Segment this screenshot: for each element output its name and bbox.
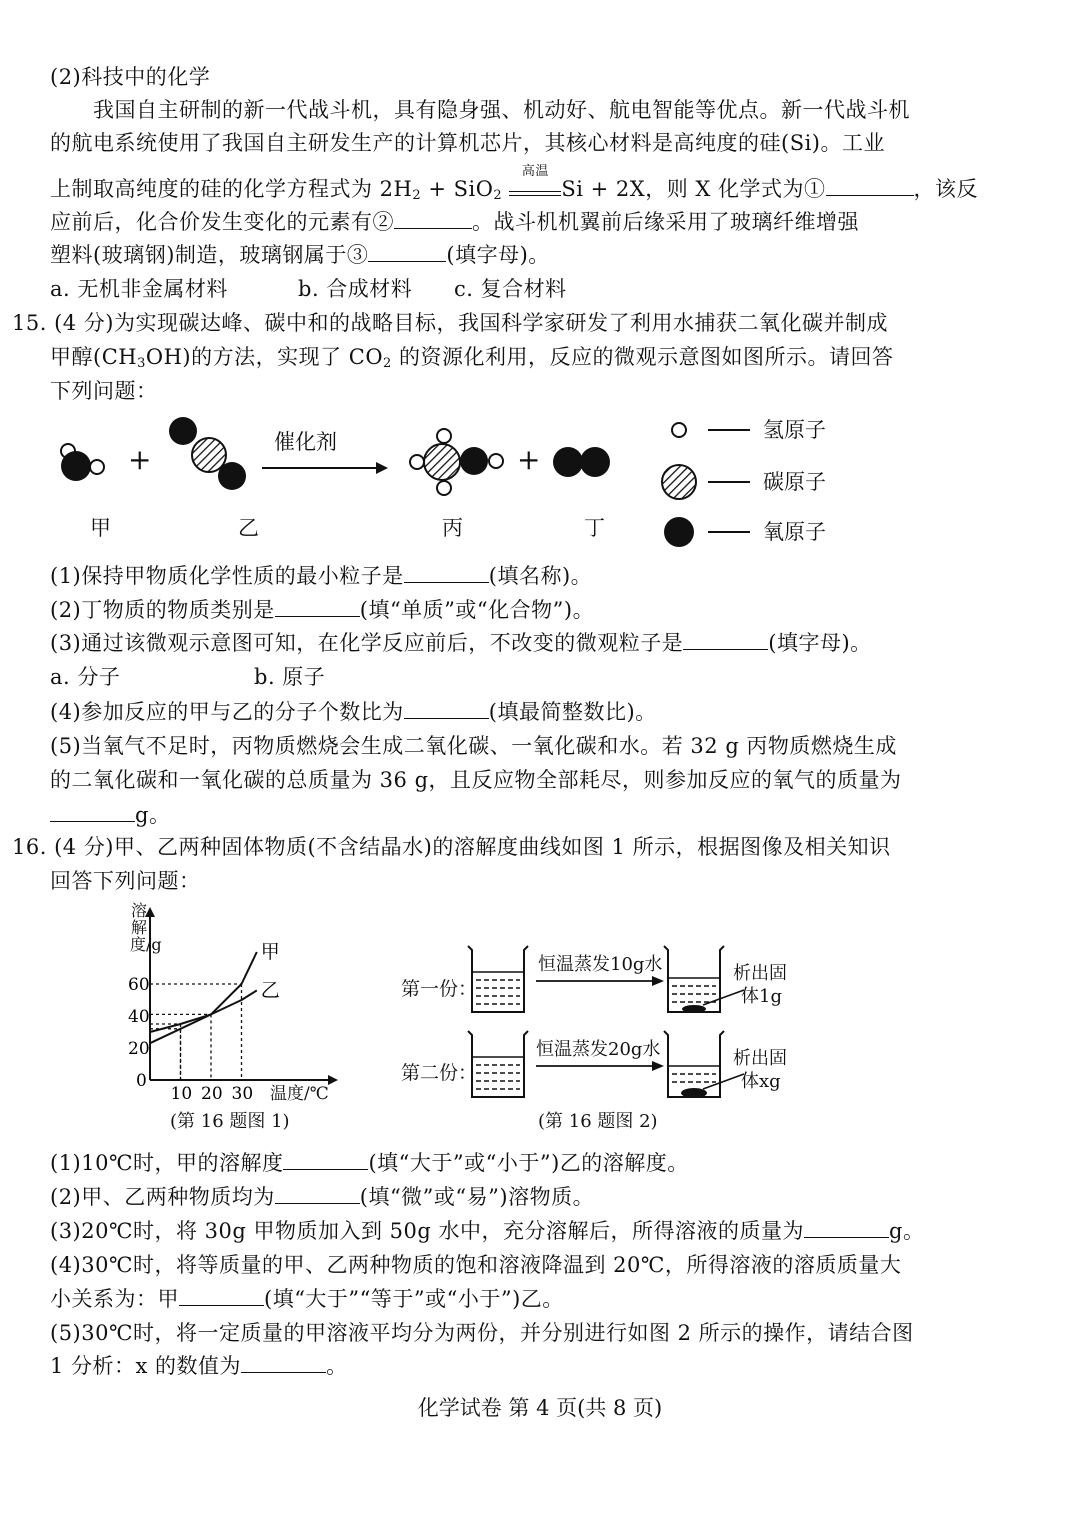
sub-question: (1)10℃时，甲的溶解度 (填“大于”或“小于”)乙的溶解度。: [50, 1151, 689, 1175]
sub-question: (5)30℃时，将一定质量的甲溶液平均分为两份，并分别进行如图 2 所示的操作，请结合图: [50, 1321, 914, 1345]
option-c: c. 复合材料: [454, 277, 567, 301]
series-label: 乙: [260, 979, 280, 1002]
answer-blank[interactable]: [283, 1149, 368, 1170]
option-b: b. 原子: [254, 665, 326, 689]
option-b: b. 合成材料: [298, 277, 413, 301]
plus-sign: +: [128, 443, 152, 476]
question-16-stem: 回答下列问题：: [50, 869, 201, 893]
page-footer: 化学试卷 第 4 页(共 8 页): [417, 1396, 663, 1420]
process-label: 恒温蒸发20g水: [536, 1039, 661, 1060]
origin-label: 0: [136, 1071, 147, 1091]
legend-label: 氧原子: [763, 520, 826, 544]
answer-blank[interactable]: [179, 1285, 264, 1306]
section-heading: (2)科技中的化学: [50, 65, 211, 89]
paragraph-line: 我国自主研制的新一代战斗机，具有隐身强、机动好、航电智能等优点。新一代战斗机: [93, 98, 910, 122]
x-tick-label: 30: [231, 1084, 254, 1104]
option-a: a. 无机非金属材料: [50, 277, 228, 301]
equation-line: 上制取高纯度的硅的化学方程式为 $2H_2 + SiO_2$ 高温 Si + 2X，则 X 化学式为① ，该反: [50, 164, 979, 203]
sub-question: 1 分析：x 的数值为 。: [50, 1354, 348, 1378]
sub-question: (2)丁物质的物质类别是 (填“单质”或“化合物”)。: [50, 598, 595, 622]
reaction-condition: 高温: [509, 179, 561, 196]
sub-question: (2)甲、乙两种物质均为 (填“微”或“易”)溶物质。: [50, 1185, 595, 1209]
answer-blank[interactable]: [241, 1352, 326, 1373]
figure-caption: (第 16 题图 1): [170, 1111, 290, 1132]
result-label: 析出固: [733, 963, 787, 984]
result-label: 体xg: [741, 1071, 781, 1092]
substance-label: 丙: [442, 516, 463, 540]
y-tick-label: 40: [128, 1007, 150, 1027]
legend-label: 氢原子: [763, 418, 826, 442]
sub-question: (3)通过该微观示意图可知，在化学反应前后，不改变的微观粒子是 (填字母)。: [50, 631, 872, 655]
sub-question: 的二氧化碳和一氧化碳的总质量为 36 g，且反应物全部耗尽，则参加反应的氧气的质量为: [50, 768, 902, 792]
answer-blank[interactable]: [804, 1217, 889, 1238]
substance-label: 乙: [238, 516, 259, 540]
process-label: 恒温蒸发10g水: [538, 954, 663, 975]
sub-question: g。: [50, 800, 170, 830]
sub-question: (5)当氧气不足时，丙物质燃烧会生成二氧化碳、一氧化碳和水。若 32 g 丙物质燃烧生成: [50, 734, 897, 758]
sub-question: 小关系为：甲 (填“大于”“等于”或“小于”)乙。: [50, 1287, 564, 1311]
option-a: a. 分子: [50, 665, 121, 689]
series-label: 甲: [260, 941, 280, 963]
substance-label: 丁: [584, 516, 605, 540]
x-tick-label: 10: [170, 1084, 193, 1104]
x-tick-label: 20: [201, 1084, 223, 1104]
plus-sign: +: [517, 443, 541, 476]
portion-label: 第二份：: [401, 1062, 478, 1084]
chart-ylabel: 溶解度/g: [130, 901, 162, 954]
legend-label: 碳原子: [763, 470, 826, 494]
sub-question: (4)参加反应的甲与乙的分子个数比为 (填最简整数比)。: [50, 700, 657, 724]
substance-label: 甲: [90, 516, 111, 540]
paragraph-line: 的航电系统使用了我国自主研发生产的计算机芯片，其核心材料是高纯度的硅(Si)。工业: [50, 131, 885, 155]
precipitate: [681, 1088, 707, 1098]
paragraph-line: 塑料(玻璃钢)制造，玻璃钢属于③ (填字母)。: [50, 243, 550, 267]
portion-label: 第一份：: [401, 978, 478, 1000]
precipitate: [682, 1005, 706, 1013]
result-label: 体1g: [741, 986, 782, 1007]
figure-caption: (第 16 题图 2): [538, 1111, 658, 1132]
question-15-stem: 15. (4 分)为实现碳达峰、碳中和的战略目标，我国科学家研发了利用水捕获二氧化碳并制成: [12, 311, 888, 335]
sub-question: (4)30℃时，将等质量的甲、乙两种物质的饱和溶液降温到 20℃，所得溶液的溶质质量大: [50, 1253, 902, 1277]
result-label: 析出固: [733, 1048, 787, 1069]
sub-question: (1)保持甲物质化学性质的最小粒子是 (填名称)。: [50, 564, 593, 588]
chart-xlabel: 温度/℃: [270, 1084, 329, 1104]
answer-blank[interactable]: [275, 1183, 360, 1204]
y-tick-label: 20: [128, 1039, 150, 1059]
question-16-stem: 16. (4 分)甲、乙两种固体物质(不含结晶水)的溶解度曲线如图 1 所示，根据图像及相关知识: [12, 835, 891, 859]
paragraph-line: 应前后，化合价发生变化的元素有② 。战斗机机翼前后缘采用了玻璃纤维增强: [50, 210, 859, 234]
question-15-stem: 下列问题：: [50, 379, 158, 403]
sub-question: (3)20℃时，将 30g 甲物质加入到 50g 水中，充分溶解后，所得溶液的质量为 g。: [50, 1219, 925, 1243]
question-15-stem: 甲醇$(CH_3OH)$的方法，实现了 $CO_2$ 的资源化利用，反应的微观示意图如图所示。请回答: [50, 345, 894, 371]
beaker: [664, 946, 724, 1013]
catalyst-label: 催化剂: [274, 430, 337, 454]
y-tick-label: 60: [128, 975, 150, 995]
beaker: [664, 1031, 724, 1098]
